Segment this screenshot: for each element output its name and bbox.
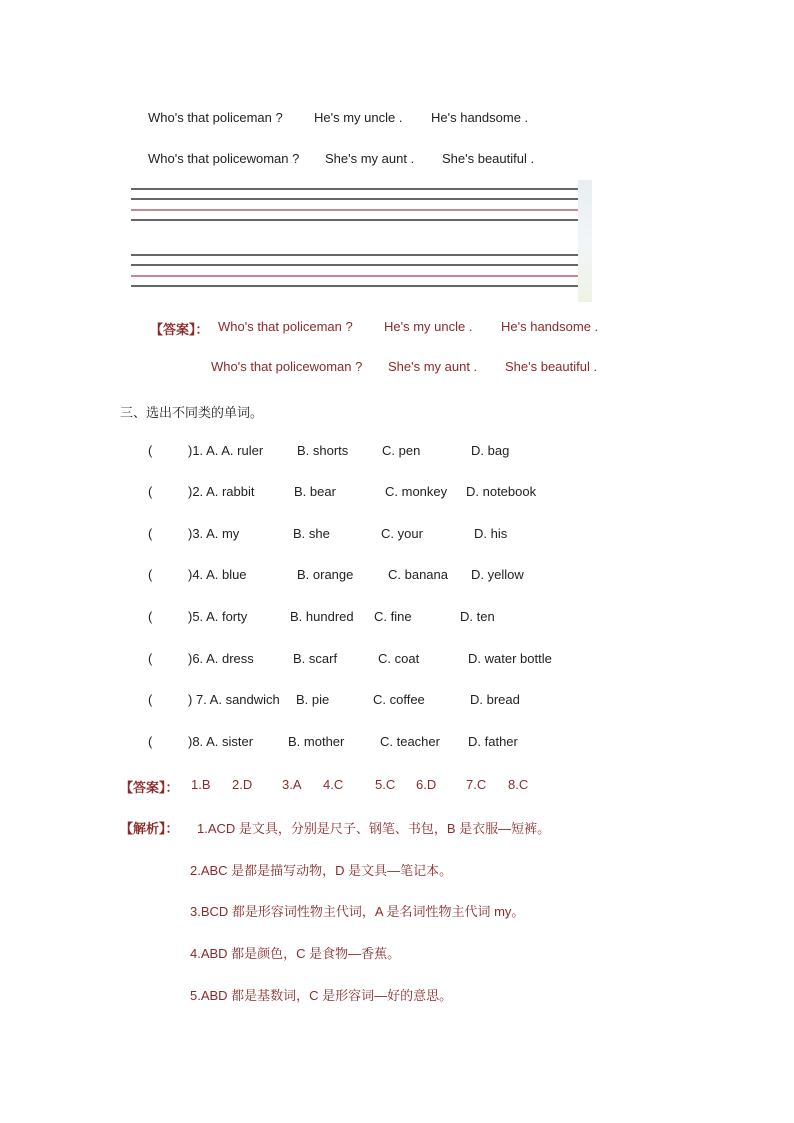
sample-a2: She's my aunt . xyxy=(325,151,415,166)
option-a: )2. A. rabbit xyxy=(188,484,255,499)
answer-a2: She's my aunt . xyxy=(388,359,478,374)
writing-line xyxy=(131,275,579,277)
writing-lines-1 xyxy=(131,188,579,222)
writing-line xyxy=(131,219,579,221)
option-a: )4. A. blue xyxy=(188,567,247,582)
option-a: ) 7. A. sandwich xyxy=(188,692,280,707)
answer-blank[interactable]: ( xyxy=(148,609,153,624)
answer-item: 8.C xyxy=(508,777,529,792)
analysis-tag: 【解析】： xyxy=(120,821,179,836)
option-b: B. orange xyxy=(297,567,354,582)
answer-blank[interactable]: ( xyxy=(148,651,153,666)
writing-line xyxy=(131,209,579,211)
answer-item: 4.C xyxy=(323,777,344,792)
writing-lines-2 xyxy=(131,254,579,288)
writing-line xyxy=(131,254,579,256)
answer-blank[interactable]: ( xyxy=(148,692,153,707)
option-c: C. monkey xyxy=(385,484,448,499)
answer-blank[interactable]: ( xyxy=(148,484,153,499)
answer-blank[interactable]: ( xyxy=(148,734,153,749)
writing-line xyxy=(131,285,579,287)
option-c: C. fine xyxy=(374,609,412,624)
option-d: D. bag xyxy=(471,443,510,458)
option-a: )3. A. my xyxy=(188,526,240,541)
analysis-line: 2.ABC 是都是描写动物，D 是文具—笔记本。 xyxy=(190,863,453,878)
option-c: C. teacher xyxy=(380,734,440,749)
option-d: D. his xyxy=(474,526,508,541)
option-d: D. ten xyxy=(460,609,495,624)
writing-line xyxy=(131,198,579,200)
answer-item: 3.A xyxy=(282,777,302,792)
sample-a1: He's my uncle . xyxy=(314,110,403,125)
option-a: )5. A. forty xyxy=(188,609,248,624)
option-b: B. she xyxy=(293,526,330,541)
option-d: D. father xyxy=(468,734,518,749)
analysis-line: 4.ABD 都是颜色，C 是食物—香蕉。 xyxy=(190,946,401,961)
option-d: D. yellow xyxy=(471,567,524,582)
option-a: )8. A. sister xyxy=(188,734,254,749)
option-b: B. hundred xyxy=(290,609,354,624)
writing-line xyxy=(131,264,579,266)
answer-b1: He's handsome . xyxy=(501,319,599,334)
option-c: C. coffee xyxy=(373,692,425,707)
answer-blank[interactable]: ( xyxy=(148,443,153,458)
sample-q2: Who's that policewoman ? xyxy=(148,151,300,166)
option-b: B. bear xyxy=(294,484,336,499)
option-c: C. your xyxy=(381,526,423,541)
answer-blank[interactable]: ( xyxy=(148,567,153,582)
answer-b2: She's beautiful . xyxy=(505,359,598,374)
answer-tag: 【答案】： xyxy=(120,780,179,795)
sample-q1: Who's that policeman ? xyxy=(148,110,283,125)
option-b: B. shorts xyxy=(297,443,349,458)
option-d: D. bread xyxy=(470,692,520,707)
writing-line xyxy=(131,188,579,190)
option-c: C. pen xyxy=(382,443,421,458)
sample-b2: She's beautiful . xyxy=(442,151,535,166)
answer-item: 1.B xyxy=(191,777,211,792)
answer-item: 5.C xyxy=(375,777,396,792)
option-c: C. banana xyxy=(388,567,448,582)
edge-decoration-image xyxy=(578,180,592,302)
answer-item: 7.C xyxy=(466,777,487,792)
sample-b1: He's handsome . xyxy=(431,110,529,125)
option-a: )1. A. A. ruler xyxy=(188,443,264,458)
answer-blank[interactable]: ( xyxy=(148,526,153,541)
option-b: B. scarf xyxy=(293,651,338,666)
option-b: B. pie xyxy=(296,692,330,707)
analysis-line: 1.ACD 是文具，分别是尺子、钢笔、书包，B 是衣服—短裤。 xyxy=(197,821,551,836)
option-d: D. water bottle xyxy=(468,651,552,666)
answer-q1: Who's that policeman ? xyxy=(218,319,353,334)
answer-a1: He's my uncle . xyxy=(384,319,473,334)
option-b: B. mother xyxy=(288,734,345,749)
option-d: D. notebook xyxy=(466,484,537,499)
analysis-line: 3.BCD 都是形容词性物主代词，A 是名词性物主代词 my。 xyxy=(190,904,525,919)
answer-q2: Who's that policewoman ? xyxy=(211,359,363,374)
section-title: 三、选出不同类的单词。 xyxy=(120,405,264,420)
option-c: C. coat xyxy=(378,651,420,666)
answer-tag: 【答案】： xyxy=(150,322,209,337)
answer-item: 6.D xyxy=(416,777,437,792)
option-a: )6. A. dress xyxy=(188,651,254,666)
analysis-line: 5.ABD 都是基数词，C 是形容词—好的意思。 xyxy=(190,988,453,1003)
answer-item: 2.D xyxy=(232,777,253,792)
